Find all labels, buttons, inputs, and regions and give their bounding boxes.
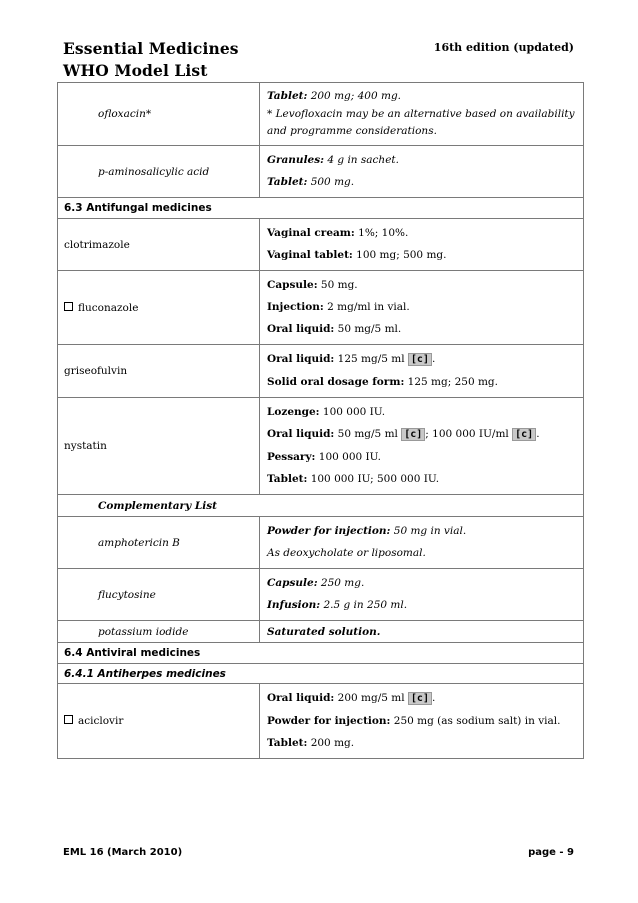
medicine-name: ofloxacin* [58, 83, 260, 146]
form-text: 4 g in sachet. [324, 154, 399, 166]
form-label: Infusion: [267, 599, 321, 611]
section-row [58, 198, 584, 219]
form-label: Oral liquid: [267, 323, 335, 335]
form-text-end: . [431, 692, 436, 704]
form-text: 200 mg. [307, 737, 355, 749]
footnote: * Levofloxacin may be an alternative based on availability and programme considerations. [267, 108, 575, 137]
form-note: As deoxycholate or liposomal. [267, 547, 426, 559]
title-line-2: WHO Model List [63, 61, 208, 80]
form-label: Powder for injection: [267, 715, 391, 727]
edition-label: 16th edition (updated) [433, 41, 574, 54]
form-label: Solid oral dosage form: [267, 376, 405, 388]
form-label: Powder for injection: [267, 525, 391, 537]
form-text: 125 mg; 250 mg. [404, 376, 498, 388]
subsection-heading: 6.4.1 Antiherpes medicines [58, 664, 584, 684]
children-tag: [c] [512, 428, 536, 441]
medicine-name: clotrimazole [58, 219, 260, 271]
form-label: Tablet: [267, 176, 308, 188]
form-text: 100 000 IU. [315, 451, 381, 463]
section-heading: 6.3 Antifungal medicines [58, 198, 584, 219]
medicine-name [58, 271, 260, 345]
form-text-end: . [536, 428, 540, 440]
medicine-name: griseofulvin [58, 345, 260, 398]
dosage-forms [260, 83, 584, 146]
form-text: 50 mg. [317, 279, 358, 291]
form-text: 250 mg (as sodium salt) in vial. [390, 715, 561, 727]
form-label: Pessary: [267, 451, 316, 463]
form-label: Oral liquid: [267, 353, 335, 365]
medicine-name: amphotericin B [58, 517, 260, 569]
medicine-name: nystatin [58, 398, 260, 495]
footer-edition: EML 16 (March 2010) [63, 847, 183, 858]
dosage-forms [260, 621, 584, 643]
dosage-forms [260, 684, 584, 759]
table-row [58, 621, 584, 643]
children-tag: [c] [408, 353, 432, 366]
form-text: 200 mg; 400 mg. [307, 90, 402, 102]
form-label: Vaginal tablet: [267, 249, 353, 261]
complementary-row [58, 495, 584, 517]
section-row [58, 643, 584, 664]
form-label: Injection: [267, 301, 324, 313]
table-row [58, 146, 584, 198]
medicine-name: p-aminosalicylic acid [58, 146, 260, 198]
medicine-name-text: fluconazole [78, 301, 139, 314]
square-box-icon [64, 302, 73, 311]
form-label: Granules: [267, 154, 325, 166]
form-label: Oral liquid: [267, 692, 335, 704]
form-label: Oral liquid: [267, 428, 335, 440]
dosage-forms [260, 398, 584, 495]
form-text: 100 mg; 500 mg. [352, 249, 447, 261]
form-label: Lozenge: [267, 406, 320, 418]
document-title [63, 38, 239, 82]
square-box-icon [64, 715, 73, 724]
children-tag: [c] [408, 692, 432, 705]
medicine-name-text: aciclovir [78, 715, 124, 727]
page-number: page - 9 [528, 847, 574, 858]
form-text: 50 mg/5 ml. [334, 323, 402, 335]
table-row [58, 345, 584, 398]
dosage-forms [260, 271, 584, 345]
dosage-forms [260, 219, 584, 271]
form-text: 100 000 IU. [319, 406, 386, 418]
table-row [58, 83, 584, 146]
form-label: Saturated solution. [267, 625, 381, 638]
table-row [58, 684, 584, 759]
form-label: Tablet: [267, 473, 308, 485]
medicine-name: flucytosine [58, 569, 260, 621]
medicines-table [57, 82, 584, 759]
medicine-name [58, 684, 260, 759]
form-text: 1%; 10%. [354, 227, 409, 239]
form-text: 2 mg/ml in vial. [323, 301, 410, 313]
table-row [58, 219, 584, 271]
form-text-end: . [431, 353, 436, 365]
form-text: 2.5 g in 250 ml. [320, 599, 408, 611]
form-label: Tablet: [267, 737, 308, 749]
children-tag: [c] [401, 428, 425, 441]
dosage-forms [260, 517, 584, 569]
form-text: 250 mg. [317, 577, 365, 589]
form-label: Capsule: [267, 279, 318, 291]
form-label: Vaginal cream: [267, 227, 355, 239]
table-row [58, 271, 584, 345]
form-text: 100 000 IU; 500 000 IU. [307, 473, 440, 485]
complementary-list-heading: Complementary List [58, 495, 584, 517]
medicine-name: potassium iodide [58, 621, 260, 643]
table-row [58, 569, 584, 621]
form-text: 500 mg. [307, 176, 355, 188]
form-label: Tablet: [267, 90, 308, 102]
table-row [58, 517, 584, 569]
dosage-forms [260, 345, 584, 398]
table-row [58, 398, 584, 495]
form-text: 50 mg/5 ml [334, 428, 402, 440]
form-label: Capsule: [267, 577, 318, 589]
form-text-mid: ; 100 000 IU/ml [425, 428, 513, 440]
form-text: 125 mg/5 ml [334, 353, 408, 365]
form-text: 50 mg in vial. [390, 525, 467, 537]
subsection-row [58, 664, 584, 684]
title-line-1: Essential Medicines [63, 39, 239, 58]
dosage-forms [260, 146, 584, 198]
form-text: 200 mg/5 ml [334, 692, 408, 704]
section-heading: 6.4 Antiviral medicines [58, 643, 584, 664]
dosage-forms [260, 569, 584, 621]
